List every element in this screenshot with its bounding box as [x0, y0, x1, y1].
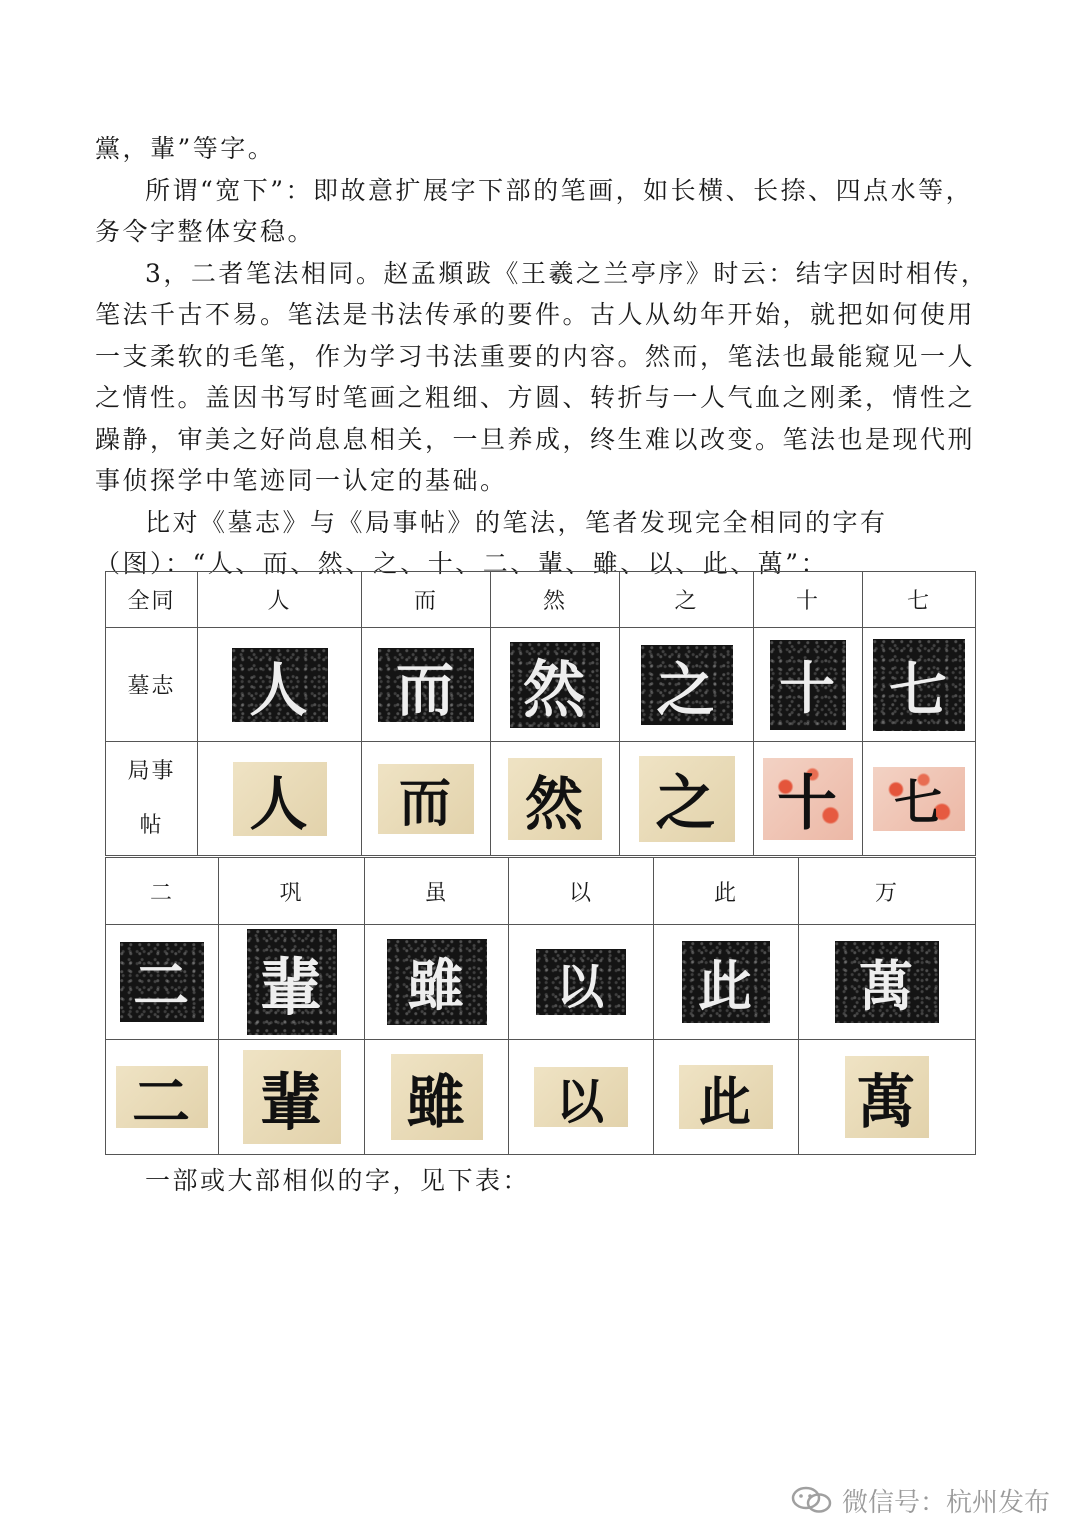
- rubbing-glyph-image: 人: [232, 648, 328, 722]
- comparison-table-2: [105, 857, 976, 1155]
- glyph-cell: [198, 628, 362, 742]
- glyph-cell: [365, 1040, 509, 1155]
- watermark-text: 微信号：杭州发布: [842, 1487, 1051, 1518]
- ink-glyph-image: 此: [679, 1065, 773, 1129]
- ink-glyph-image: 萬: [845, 1056, 929, 1138]
- paragraph-continuation: 黨，輩”等字。: [95, 134, 276, 163]
- ink-glyph-image: 雖: [391, 1054, 483, 1140]
- muzhi-row: [106, 925, 976, 1040]
- glyph-cell: [799, 925, 976, 1040]
- rubbing-glyph-image: 二: [120, 942, 204, 1022]
- ink-glyph-image: 人: [233, 762, 327, 836]
- header-cell: 之: [620, 572, 754, 628]
- ink-glyph-image: 以: [534, 1067, 628, 1127]
- glyph-cell: [365, 925, 509, 1040]
- ink-glyph-image: 十: [763, 758, 853, 840]
- glyph-cell: [654, 925, 799, 1040]
- rubbing-glyph-image: 之: [641, 645, 733, 725]
- rubbing-glyph-image: 輩: [247, 929, 337, 1035]
- ink-glyph-image: 二: [116, 1066, 208, 1128]
- table-header-row: [106, 858, 976, 925]
- paragraph-bifa: 3，二者笔法相同。赵孟頫跋《王羲之兰亭序》时云：结字因时相传，笔法千古不易。笔法是书法传承的要件。古人从幼年开始，就把如何使用一支柔软的毛笔，作为学习书法重要的内容。然而，笔法也最能窥见一人之情性。盖因书写时笔画之粗细、方圆、转折与一人气血之刚柔，情性之躁静，审美之好尚息息相关，一旦养成，终生难以改变。笔法也是现代刑事侦探学中笔迹同一认定的基础。: [95, 258, 989, 495]
- rubbing-glyph-image: 而: [378, 648, 474, 722]
- header-cell: 十: [754, 572, 863, 628]
- header-cell: 以: [509, 858, 654, 925]
- ink-glyph-image: 七: [873, 767, 965, 831]
- paragraph-kuanxia: 所谓“宽下”：即故意扩展字下部的笔画，如长横、长捺、四点水等，务令字整体安稳。: [95, 175, 974, 246]
- rubbing-glyph-image: 然: [510, 642, 600, 728]
- glyph-cell: [491, 742, 620, 856]
- header-cell: 二: [106, 858, 219, 925]
- header-cell: 七: [863, 572, 976, 628]
- comparison-table-1: [105, 571, 976, 856]
- article-text: [95, 128, 995, 585]
- glyph-cell: [509, 925, 654, 1040]
- footer-text-block: [95, 1160, 995, 1202]
- rubbing-glyph-image: 十: [770, 640, 846, 730]
- glyph-cell: [219, 925, 365, 1040]
- glyph-cell: [754, 628, 863, 742]
- glyph-cell: [106, 1040, 219, 1155]
- header-cell: 然: [491, 572, 620, 628]
- glyph-cell: [620, 628, 754, 742]
- corner-label: 全同: [106, 572, 198, 628]
- ink-glyph-image: 之: [639, 756, 735, 842]
- header-cell: 虽: [365, 858, 509, 925]
- glyph-cell: [509, 1040, 654, 1155]
- table-header-row: [106, 572, 976, 628]
- jushi-row: [106, 742, 976, 856]
- header-cell: 而: [362, 572, 491, 628]
- glyph-cell: [219, 1040, 365, 1155]
- row-label-line: 局事: [127, 758, 176, 784]
- rubbing-glyph-image: 此: [682, 941, 770, 1023]
- header-cell: 此: [654, 858, 799, 925]
- paragraph-comparison: 比对《墓志》与《局事帖》的笔法，笔者发现完全相同的字有（图）：“人、而、然、之、十、二、輩、雖、以、此、萬”：: [95, 507, 888, 578]
- rubbing-glyph-image: 七: [873, 639, 965, 731]
- rubbing-glyph-image: 雖: [387, 939, 487, 1025]
- rubbing-glyph-image: 以: [536, 949, 626, 1015]
- ink-glyph-image: 然: [508, 758, 602, 840]
- glyph-cell: [198, 742, 362, 856]
- ink-glyph-image: 而: [378, 764, 474, 834]
- header-cell: 万: [799, 858, 976, 925]
- header-cell: 人: [198, 572, 362, 628]
- ink-glyph-image: 輩: [243, 1050, 341, 1144]
- wechat-icon: [790, 1485, 834, 1515]
- footer-paragraph: 一部或大部相似的字，见下表：: [145, 1166, 531, 1195]
- glyph-cell: [799, 1040, 976, 1155]
- muzhi-row: [106, 628, 976, 742]
- glyph-cell: [863, 742, 976, 856]
- glyph-cell: [620, 742, 754, 856]
- row-label-jushi: [106, 742, 198, 856]
- watermark: [790, 1482, 1050, 1518]
- glyph-cell: [362, 628, 491, 742]
- rubbing-glyph-image: 萬: [835, 941, 939, 1023]
- row-label-line: 帖: [139, 812, 164, 838]
- glyph-cell: [491, 628, 620, 742]
- jushi-row: [106, 1040, 976, 1155]
- glyph-cell: [863, 628, 976, 742]
- row-label-muzhi: 墓志: [106, 628, 198, 742]
- glyph-cell: [654, 1040, 799, 1155]
- glyph-cell: [362, 742, 491, 856]
- glyph-cell: [754, 742, 863, 856]
- header-cell: 巩: [219, 858, 365, 925]
- glyph-cell: [106, 925, 219, 1040]
